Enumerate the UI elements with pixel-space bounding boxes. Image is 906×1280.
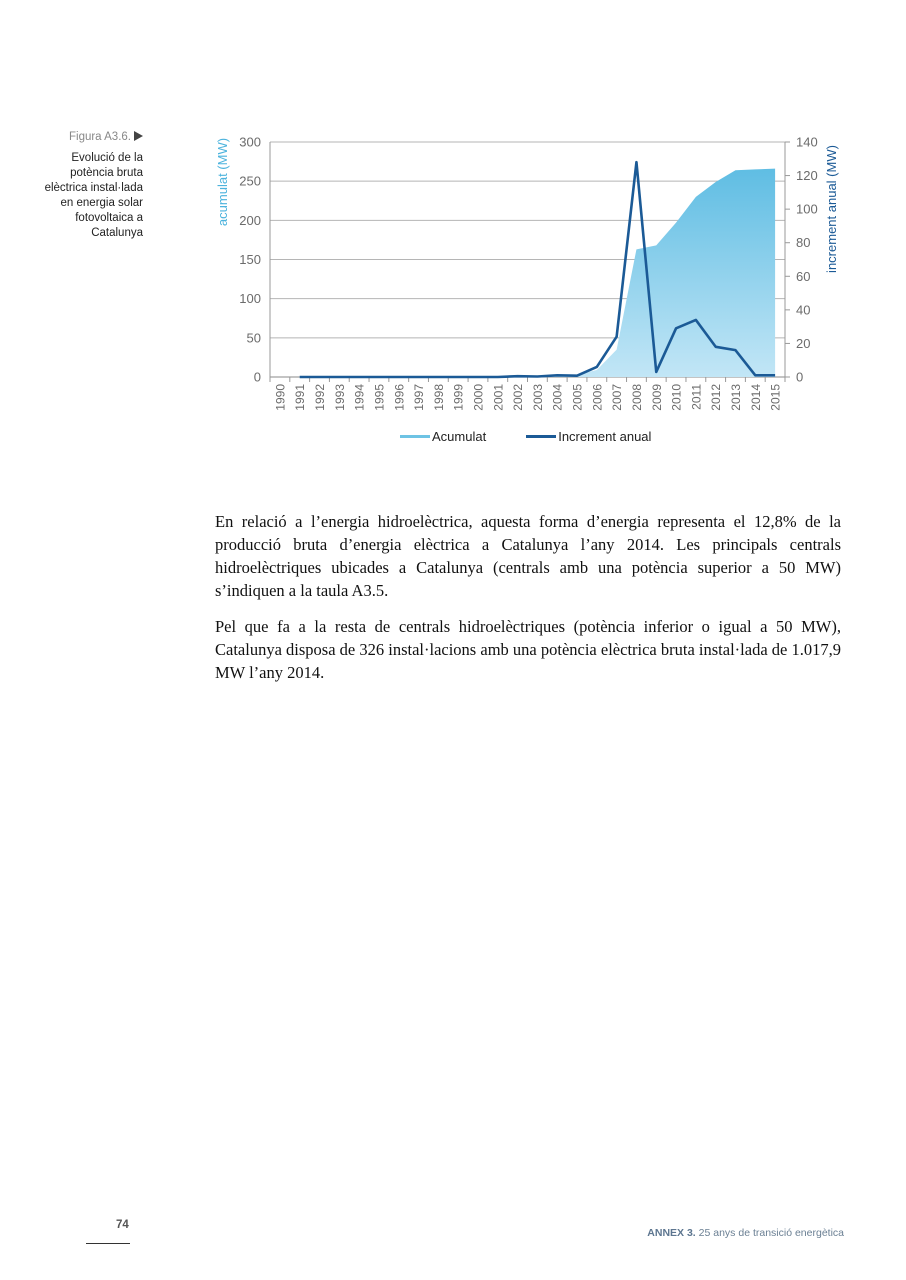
x-tick-label: 2011 — [689, 384, 704, 410]
x-tick-label: 1991 — [293, 384, 308, 411]
x-tick-label: 1994 — [352, 384, 367, 411]
footer-title: 25 anys de transició energètica — [698, 1227, 844, 1239]
x-tick-label: 1993 — [332, 384, 347, 411]
x-tick-label: 2014 — [748, 384, 763, 411]
legend-swatch-acumulat — [400, 435, 430, 438]
y-left-tick-label: 150 — [239, 252, 261, 267]
y-left-tick-label: 100 — [239, 291, 261, 307]
legend-label-increment: Increment anual — [558, 429, 652, 444]
x-tick-label: 1999 — [451, 384, 466, 411]
y-right-tick-label: 60 — [796, 268, 811, 284]
x-tick-label: 2003 — [530, 384, 545, 411]
legend-item-acumulat — [400, 429, 486, 444]
legend-label-acumulat: Acumulat — [432, 429, 487, 444]
footer-annex: ANNEX 3. — [647, 1227, 696, 1239]
x-tick-label: 1997 — [412, 384, 427, 411]
x-tick-label: 2013 — [728, 384, 743, 411]
y-right-tick-label: 100 — [796, 201, 818, 217]
y-right-tick-label: 120 — [796, 168, 818, 184]
x-tick-label: 2009 — [649, 384, 664, 411]
page-number-rule — [86, 1243, 130, 1244]
figure-label: Figura A3.6. — [40, 130, 143, 145]
x-tick-label: 1990 — [273, 384, 288, 411]
y-left-tick-label: 300 — [239, 134, 261, 150]
y-right-axis-title: increment anual (MW) — [824, 145, 839, 273]
page-number: 74 — [116, 1219, 129, 1231]
paragraph: Pel que fa a la resta de centrals hidroelèctriques (potència inferior o igual a 50 MW), Catalunya disposa de 326 instal·lacions amb una potència elèctrica bruta instal·lada de 1.017,9 MW l’any 2014. — [215, 617, 841, 682]
x-tick-label: 2001 — [491, 384, 506, 411]
running-footer — [647, 1227, 844, 1239]
y-left-tick-label: 0 — [253, 369, 261, 385]
figure-caption — [40, 130, 143, 241]
x-tick-label: 2002 — [511, 384, 526, 411]
y-right-tick-label: 80 — [796, 235, 811, 251]
x-tick-label: 2006 — [590, 384, 605, 411]
x-tick-label: 2007 — [610, 384, 625, 411]
y-right-tick-label: 40 — [796, 302, 811, 318]
x-tick-label: 2012 — [709, 384, 724, 411]
x-tick-label: 2005 — [570, 384, 585, 411]
x-tick-label: 1992 — [313, 384, 328, 411]
x-tick-label: 1996 — [392, 384, 407, 411]
y-right-tick-label: 140 — [796, 134, 818, 150]
legend-swatch-increment — [526, 435, 556, 438]
x-tick-label: 2015 — [768, 384, 783, 411]
figure-description: Evolució de la potència bruta elèctrica instal·lada en energia solar fotovoltaica a Catalunya — [44, 152, 143, 239]
triangle-right-icon — [134, 131, 143, 141]
x-tick-label: 2008 — [629, 384, 644, 411]
x-tick-label: 1998 — [431, 384, 446, 411]
x-tick-label: 2000 — [471, 384, 486, 411]
y-left-tick-label: 250 — [239, 173, 261, 189]
body-text — [215, 510, 841, 697]
y-left-tick-label: 50 — [246, 330, 261, 346]
y-left-axis-title: acumulat (MW) — [215, 137, 230, 227]
y-right-tick-label: 20 — [796, 335, 811, 351]
paragraph: En relació a l’energia hidroelèctrica, aquesta forma d’energia representa el 12,8% de la producció bruta d’energia elèctrica a Catalunya l’any 2014. Les principals centrals hidroelèctriques ubicades a Catalunya (centrals amb una potència superior a 50 MW) s’indiquen a la taula A3.5. — [215, 512, 841, 600]
legend-item-increment — [526, 429, 651, 444]
chart-container — [210, 128, 850, 433]
y-left-tick-label: 200 — [239, 212, 261, 228]
series-area-acumulat — [280, 169, 775, 377]
x-tick-label: 2004 — [550, 384, 565, 411]
chart-legend — [400, 429, 651, 444]
y-right-tick-label: 0 — [796, 369, 804, 385]
x-tick-label: 1995 — [372, 384, 387, 411]
chart-svg — [210, 128, 850, 428]
x-tick-label: 2010 — [669, 384, 684, 411]
